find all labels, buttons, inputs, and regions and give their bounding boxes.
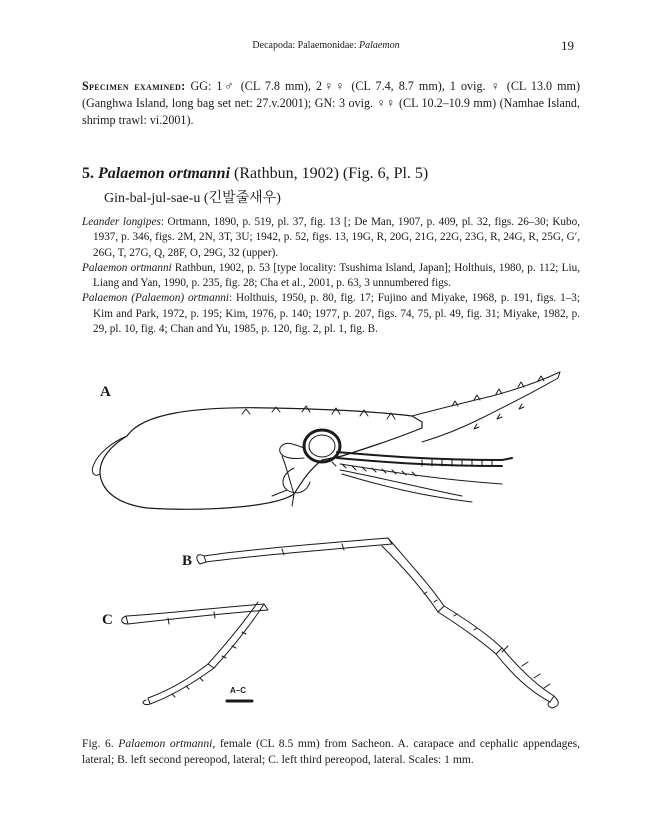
common-name: Gin-bal-jul-sae-u (긴발줄새우) — [104, 191, 281, 206]
synonymy-entry — [82, 261, 580, 292]
caption-text: , female (CL 8.5 mm) from Sacheon. A. carapace and cephalic appendages, lateral; B. left second pereopod, lateral; C. left third pereopod, lateral. Scales: 1 mm. — [82, 737, 581, 766]
running-head-prefix: Decapoda: Palaemonidae: — [252, 40, 360, 51]
species-number: 5. — [82, 165, 94, 182]
synonym-taxon: Palaemon ortmanni — [82, 261, 172, 274]
figure-caption — [82, 736, 580, 768]
species-heading — [82, 165, 428, 183]
figure-drawing — [82, 356, 582, 726]
figure-label-a: A — [100, 384, 111, 400]
synonym-taxon: Palaemon (Palaemon) ortmanni — [82, 292, 229, 305]
figure-label-c: C — [102, 612, 113, 628]
specimen-label: Specimen examined: — [82, 79, 186, 93]
third-pereopod-drawing — [122, 602, 268, 705]
species-author: (Rathbun, 1902) (Fig. 6, Pl. 5) — [230, 165, 429, 182]
antennal-appendages-drawing — [272, 452, 512, 506]
synonymy-entry — [82, 291, 580, 337]
synonym-taxon: Leander longipes — [82, 216, 161, 228]
synonym-text: Rathbun, 1902, p. 53 [type locality: Tsushima Island, Japan]; Holthuis, 1980, p. 112; Liu, Liang and Yan, 1990, p. 235, fig. 28; Cha et al., 2001, p. 63, 3 unnumbered figs. — [93, 261, 581, 290]
scale-label: A–C — [230, 686, 247, 695]
figure-label-b: B — [182, 553, 193, 569]
running-head-genus: Palaemon — [359, 40, 400, 51]
synonym-text: : Holthuis, 1950, p. 80, fig. 17; Fujino and Miyake, 1968, p. 191, figs. 1–3; Kim and Park, 1972, p. 195; Kim, 1976, p. 140; 1977, p. 207, figs. 74, 75, pl. 49, fig. 31; Miyake, 1982, p. 29, pl. 10, fig. 4; Chan and Yu, 1985, p. 120, fig. 2, pl. 1, fig. B. — [93, 292, 581, 336]
figure-6 — [82, 356, 582, 726]
running-head-title — [0, 40, 652, 51]
species-name: Palaemon ortmanni — [98, 165, 231, 182]
specimen-text: GG: 1♂ (CL 7.8 mm), 2♀♀ (CL 7.4, 8.7 mm), 1 ovig. ♀ (CL 13.0 mm) (Ganghwa Island, long bag set net: 27.v.2001); GN: 3 ovig. ♀♀ (CL 10.2–10.9 mm) (Namhae Island, shrimp trawl: vi.2001). — [82, 79, 580, 127]
synonym-text: : Ortmann, 1890, p. 519, pl. 37, fig. 13 [; De Man, 1907, p. 409, pl. 32, figs. 26–30; Kubo, 1937, p. 346, figs. 2M, 2N, 3T, 3U; 1942, p. 52, figs. 13, 19G, R, 20G, 21G, 22G, 23G, R, 24G, R, 25G, G′, 26G, T, 27G, Q, 28F, O, 29G, 32 (upper). — [93, 216, 581, 259]
carapace-drawing — [92, 372, 560, 509]
synonymy-list — [82, 215, 580, 337]
page-number: 19 — [561, 38, 574, 53]
synonymy-entry — [82, 215, 580, 261]
caption-prefix: Fig. 6. — [82, 737, 119, 750]
eye-drawing — [280, 430, 340, 462]
specimen-examined — [82, 78, 580, 129]
caption-species: Palaemon ortmanni — [118, 737, 213, 750]
